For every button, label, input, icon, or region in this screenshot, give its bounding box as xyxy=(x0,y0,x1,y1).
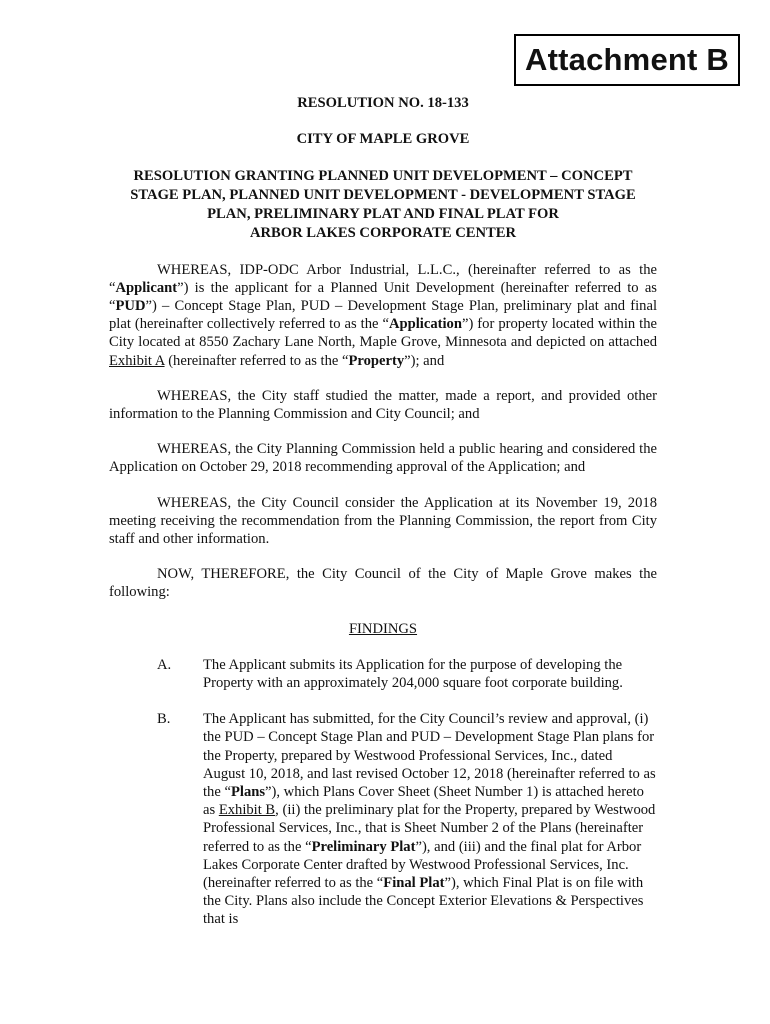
resolution-title xyxy=(109,167,657,242)
whereas-staff-paragraph: WHEREAS, the City staff studied the matter, made a report, and provided other information to the Planning Commission and City Council; and xyxy=(109,387,657,423)
finding-letter: B. xyxy=(157,711,171,728)
attachment-label: Attachment B xyxy=(514,34,740,86)
findings-heading: FINDINGS xyxy=(348,620,418,637)
finding-text: The Applicant submits its Application for the purpose of developing the Property with an approximately 204,000 square foot corporate building. xyxy=(203,656,623,692)
exhibit-a-reference: Exhibit A xyxy=(109,352,165,369)
title-line: ARBOR LAKES CORPORATE CENTER xyxy=(249,224,517,241)
now-therefore-paragraph: NOW, THEREFORE, the City Council of the City of Maple Grove makes the following: xyxy=(109,566,657,601)
finding-a xyxy=(109,656,657,692)
resolution-number: RESOLUTION NO. 18-133 xyxy=(297,95,469,111)
finding-text: The Applicant has submitted, for the City Council’s review and approval, (i) the PUD – Concept Stage Plan and PUD – Development Stage Plan plans for the Property, prepared by Westwood Professional Services, Inc., dated August 10, 2018, and last revised October 12, 2018 (hereinafter referred to as the “Plans”), which Plans Cover Sheet (Sheet Number 1) is attached hereto as Exhibit B, (ii) the preliminary plat for the Property, prepared by Westwood Professional Services, Inc., that is Sheet Number 2 of the Plans (hereinafter referred to as the “Preliminary Plat”), and (iii) and the final plat for Arbor Lakes Corporate Center drafted by Westwood Professional Services, Inc. (hereinafter referred to as the “Final Plat”), which Final Plat is on file with the City. Plans also include the Concept Exterior Elevations & Perspectives that is xyxy=(203,711,656,928)
whereas-planning-paragraph: WHEREAS, the City Planning Commission held a public hearing and considered the Application on October 29, 2018 recommending approval of the Application; and xyxy=(109,441,657,476)
finding-letter: A. xyxy=(157,656,172,673)
title-line: PLAN, PRELIMINARY PLAT AND FINAL PLAT FOR xyxy=(207,206,559,222)
city-name: CITY OF MAPLE GROVE xyxy=(296,131,470,148)
whereas-council-paragraph: WHEREAS, the City Council consider the Application at its November 19, 2018 meeting receiving the recommendation from the Planning Commission, the report from City staff and other information. xyxy=(109,494,657,548)
resolution-document xyxy=(109,88,657,929)
title-line: RESOLUTION GRANTING PLANNED UNIT DEVELOPMENT – CONCEPT xyxy=(133,168,633,185)
exhibit-b-reference: Exhibit B xyxy=(218,802,276,819)
whereas-applicant-paragraph: WHEREAS, IDP-ODC Arbor Industrial, L.L.C., (hereinafter referred to as the “Applicant”) is the applicant for a Planned Unit Development (hereinafter referred to as “PUD”) – Concept Stage Plan, PUD – Development Stage Plan, preliminary plat and final plat (hereinafter collectively referred to as the “Application”) for property located within the City located at 8550 Zachary Lane North, Maple Grove, Minnesota and depicted on attached Exhibit A (hereinafter referred to as the “Property”); and xyxy=(109,261,658,369)
title-line: STAGE PLAN, PLANNED UNIT DEVELOPMENT - DEVELOPMENT STAGE xyxy=(130,187,636,204)
finding-b xyxy=(109,710,657,928)
